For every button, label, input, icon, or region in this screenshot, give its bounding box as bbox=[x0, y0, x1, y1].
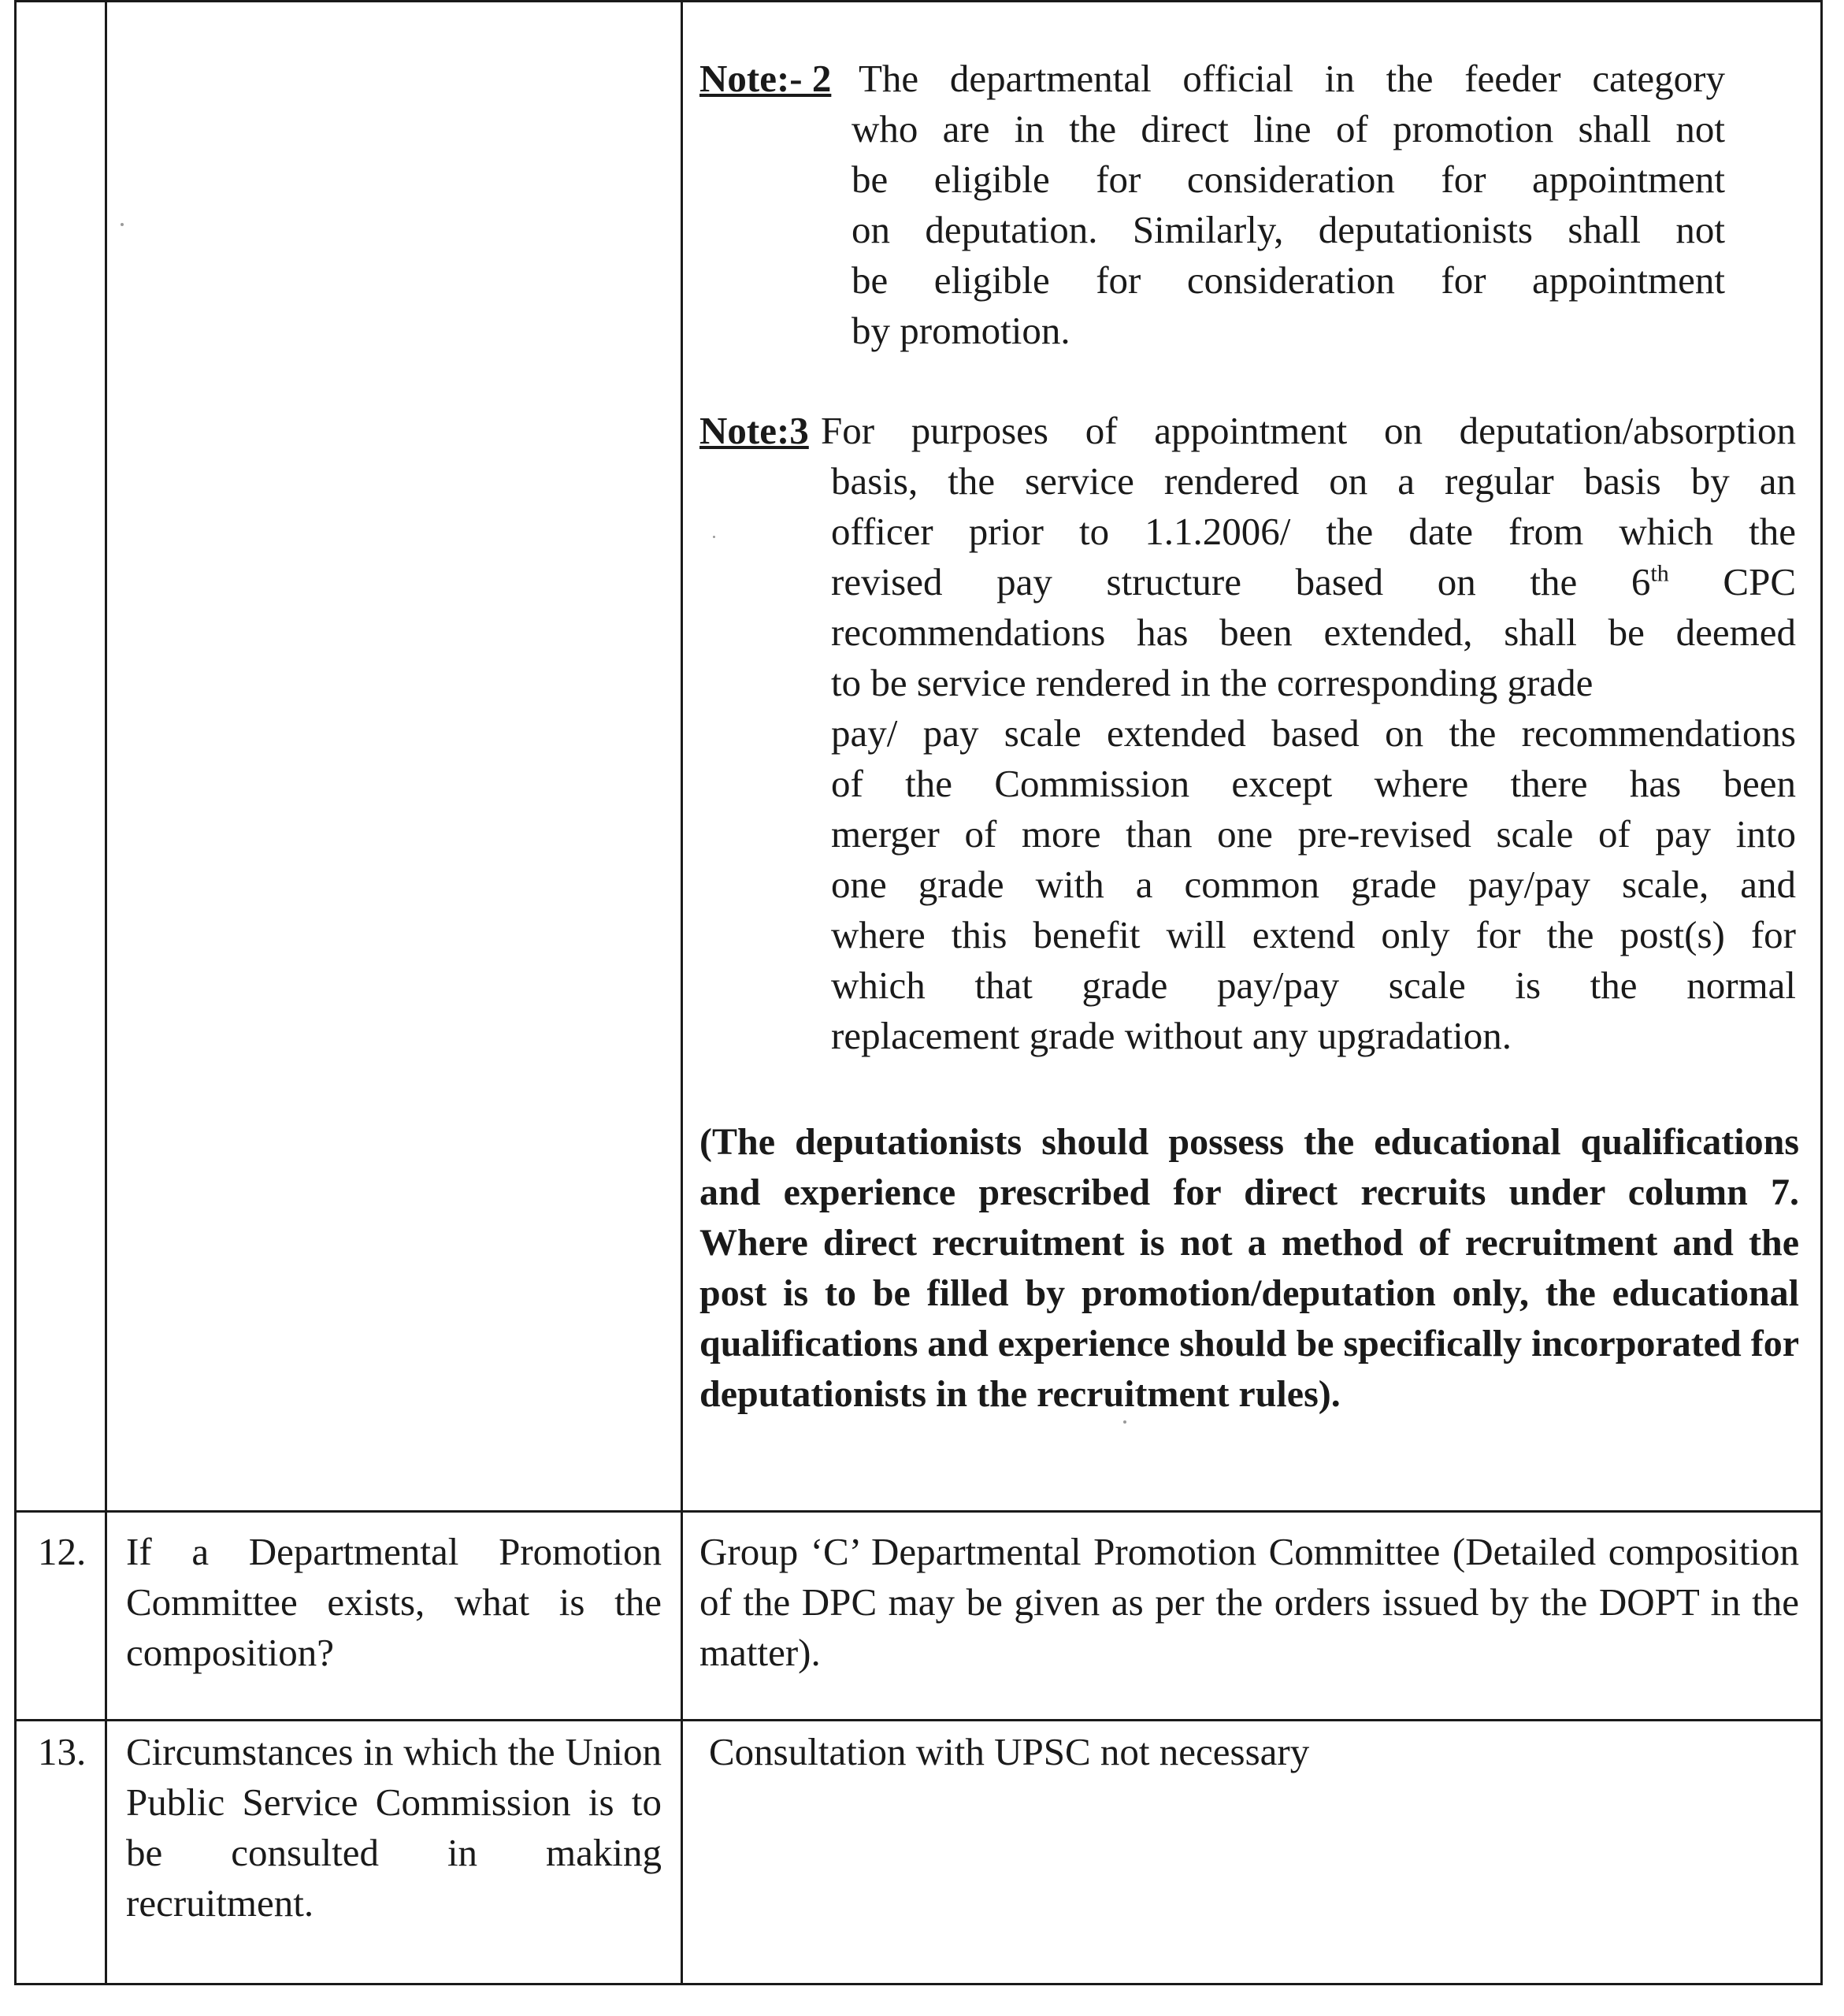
note-2-label: Note:- 2 bbox=[699, 57, 832, 100]
upsc-question: Circumstances in which the Union Public Service Commission is to be consulted in making recruitment. bbox=[126, 1730, 662, 1925]
note-3-line: revised pay structure based on the 6th CPC bbox=[831, 560, 1796, 603]
note-2-line: who are in the direct line of promotion shall not bbox=[852, 107, 1725, 150]
table-bottom-border bbox=[14, 1983, 1823, 1985]
note-2-line: be eligible for consideration for appointment bbox=[852, 158, 1725, 201]
scan-speck bbox=[1123, 1420, 1126, 1424]
row-divider-11-12 bbox=[14, 1510, 1823, 1513]
scan-speck bbox=[713, 536, 715, 538]
column-divider-number bbox=[105, 0, 107, 1985]
dpc-answer: Group ‘C’ Departmental Promotion Committee (Detailed composition of the DPC may be given as per the orders issued by the DOPT in the matter). bbox=[699, 1530, 1799, 1674]
note-3-line: one grade with a common grade pay/pay scale, and bbox=[831, 863, 1796, 906]
row-number-12: 12. bbox=[38, 1530, 87, 1573]
ordinal-superscript: th bbox=[1650, 560, 1669, 587]
note-3-line: to be service rendered in the corresponding grade bbox=[831, 661, 1594, 704]
column-divider-question bbox=[681, 0, 683, 1985]
note-3-line: recommendations has been extended, shall be deemed bbox=[831, 611, 1796, 654]
note-3-line: pay/ pay scale extended based on the recommendations bbox=[831, 711, 1796, 755]
row-number-13: 13. bbox=[38, 1730, 87, 1773]
deputationists-paragraph: (The deputationists should possess the educational qualifications and experience prescribed for direct recruits under column 7. Where direct recruitment is not a method of recruitment and the post is to be filled by promotion/deputation only, the educational qualifications and experience should be specifically incorporated for deputationists in the recruitment rules). bbox=[699, 1121, 1799, 1415]
note-3-line: of the Commission except where there has been bbox=[831, 762, 1796, 805]
note-3-line: replacement grade without any upgradation. bbox=[831, 1014, 1512, 1057]
table-top-border bbox=[14, 0, 1823, 2]
scan-speck bbox=[121, 223, 124, 226]
note-2-line: The departmental official in the feeder category bbox=[859, 57, 1725, 100]
note-3-line: merger of more than one pre-revised scale of pay into bbox=[831, 812, 1796, 856]
row-divider-12-13 bbox=[14, 1719, 1823, 1721]
note-3-label: Note:3 bbox=[699, 409, 809, 452]
note-2-line: be eligible for consideration for appointment bbox=[852, 258, 1725, 302]
note-2-line: by promotion. bbox=[852, 309, 1070, 352]
note-3-line: which that grade pay/pay scale is the normal bbox=[831, 963, 1796, 1007]
note-3-line: where this benefit will extend only for the post(s) for bbox=[831, 913, 1796, 956]
note-3 bbox=[699, 406, 1796, 1061]
note-3-line: For purposes of appointment on deputation/absorption bbox=[821, 409, 1796, 452]
note-2-line: on deputation. Similarly, deputationists shall not bbox=[852, 208, 1725, 251]
note-2 bbox=[699, 54, 1725, 356]
dpc-question: If a Departmental Promotion Committee exists, what is the composition? bbox=[126, 1530, 662, 1674]
upsc-answer: Consultation with UPSC not necessary bbox=[709, 1730, 1310, 1773]
note-3-line: basis, the service rendered on a regular basis by an bbox=[831, 459, 1796, 503]
table-left-border bbox=[14, 0, 17, 1985]
note-3-line: officer prior to 1.1.2006/ the date from which the bbox=[831, 510, 1796, 553]
table-right-border bbox=[1820, 0, 1823, 1985]
